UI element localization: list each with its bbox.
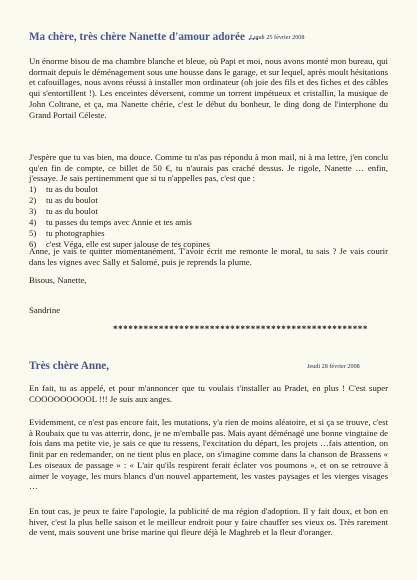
list-item-text: tu photographies [46, 227, 105, 238]
reasons-list [29, 184, 210, 249]
separator-stars: ************************************************** [113, 324, 368, 334]
letter1-paragraph-2: J'espère que tu vas bien, ma douce. Comme tu n'as pas répondu à mon mail, ni à ma lettre, j'en conclu qu'en fin de compte, ce billet de 50 €, tu n'aurais pas craché dessus. Je rigole, Nanette … enfin, j'essaye. Je sais pertinemment que si tu n'appelles pas, c'est que : [29, 152, 388, 184]
list-item-text: tu as du boulot [46, 194, 98, 205]
letter1-header [29, 31, 389, 45]
list-item-number: 6) [29, 238, 37, 249]
letter2-paragraph-3: En tout cas, je peux te faire l'apologie, la publicité de ma région d'adoption. Il y fait doux, et bon en hiver, c'est la plus belle saison et le meilleur endroit pour y faire chauffer ses vieux os. Très rarement de vent, mais souvent une brise marine qui fleure déjà le Maghreb et la fleur d'oranger. [29, 506, 388, 538]
list-item [29, 217, 210, 228]
letter2-salutation: Très chère Anne, [29, 360, 110, 372]
letter2-header [29, 360, 389, 374]
letter1-salutation: Ma chère, très chère Nanette d'amour adorée … [29, 31, 259, 43]
letter1-paragraph-3: Anne, je vais te quitter momentanément. T'avoir écrit me remonte le moral, tu sais ? Je vais courir dans les vignes avec Sally et Salomé, puis je reprends la plume. [29, 246, 388, 267]
list-item-text: tu as du boulot [46, 184, 98, 194]
letter1-closing: Bisous, Nanette, [29, 275, 87, 285]
letter1-date: Lundi 25 février 2008 [250, 34, 305, 41]
letter2-date: Jeudi 28 février 2008 [307, 363, 360, 370]
list-item [29, 228, 210, 239]
list-item-number: 4) [29, 216, 37, 227]
list-item [29, 206, 210, 217]
letter2-paragraph-2: Evidemment, ce n'est pas encore fait, les mutations, y'a rien de moins aléatoire, et si ça se trouve, c'est à Roubaix que tu vas atterrir, donc, je ne m'emballe pas. Mais ayant déménagé une bonne vingtaine de fois dans ma petite vie, je sais ce que tu ressens, l'excitation du départ, les projets …fais attention, on finit par en redemander, on ne tient plus en place, on s'imagine comme dans la chanson de Brassens « Les oiseaux de passage » : « L'air qu'ils respirent ferait éclater vos poumons », et on se retrouve à aimer le voyage, les murs blancs d'un nouvel appartement, les vastes paysages et les vierges visages … [29, 417, 388, 492]
list-item-number: 1) [29, 184, 37, 194]
list-item [29, 184, 210, 195]
list-item-text: tu passes du temps avec Annie et tes amis [46, 216, 192, 227]
list-item-text: tu as du boulot [46, 205, 98, 216]
list-item [29, 195, 210, 206]
letter1-paragraph-1: Un énorme bisou de ma chambre blanche et bleue, où Papi et moi, nous avons monté mon bureau, qui dormait depuis le déménagement sous une housse dans le garage, et sur lequel, après moult hésitations et cafouillages, nous avons réussi à installer mon ordinateur (oh joie des fils et des fiches et des câbles qui s'entortillent !). Les enceintes déversent, comme un torrent impétueux et cristallin, la musique de John Coltrane, et ça, ma Nanette chérie, c'est le début du bonheur, le ding dong de l'interphone du Grand Portail Céleste. [29, 56, 388, 120]
list-item-text: c'est Véga, elle est super jalouse de tes copines [46, 238, 210, 249]
letter2-paragraph-1: En fait, tu as appelé, et pour m'annoncer que tu voulais t'installer au Pradet, en plus ! C'est super COOOOOOOOOL !!! Je suis aux anges. [29, 383, 388, 404]
list-item-number: 2) [29, 194, 37, 205]
list-item-number: 5) [29, 227, 37, 238]
list-item-number: 3) [29, 205, 37, 216]
letter1-signature: Sandrine [29, 305, 61, 315]
